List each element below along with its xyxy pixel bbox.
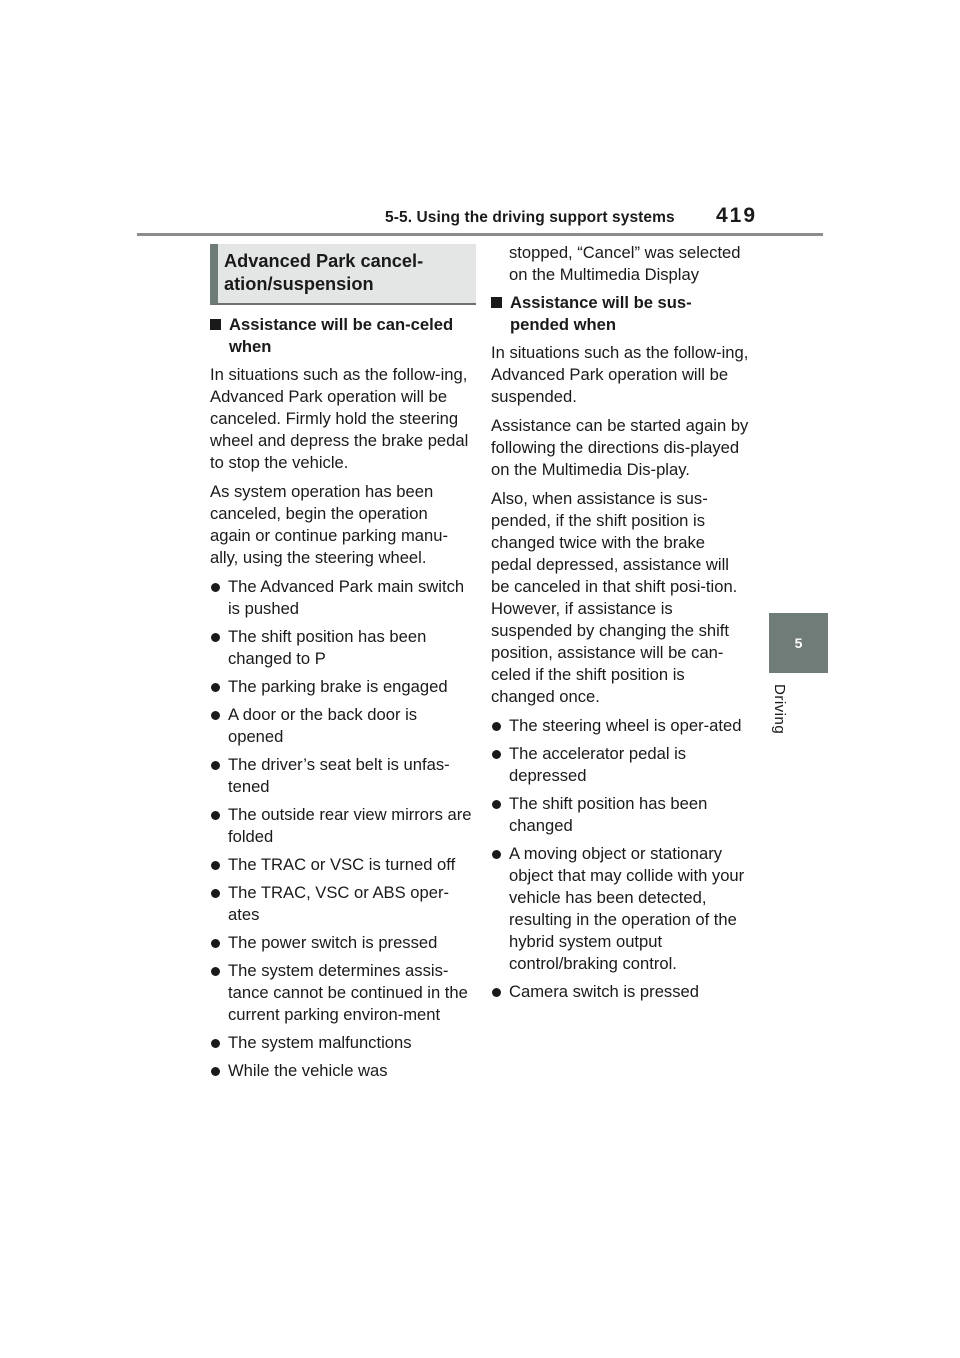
list-item xyxy=(210,676,472,698)
list-item-text: The accelerator pedal is depressed xyxy=(509,744,687,785)
subheading-text: Assistance will be can-celed when xyxy=(229,315,454,356)
list-item xyxy=(210,704,472,748)
list-item-text: The shift position has been changed xyxy=(509,794,708,835)
list-item-text: The system determines assis-tance cannot be continued in the current parking environ-ment xyxy=(228,961,468,1024)
list-item xyxy=(210,882,472,926)
list-item-text: The power switch is pressed xyxy=(228,933,438,952)
bullet-icon xyxy=(211,939,220,948)
list-item-text: The system malfunctions xyxy=(228,1033,412,1052)
bullet-icon xyxy=(211,861,220,870)
list-item-text: The Advanced Park main switch is pushed xyxy=(228,577,465,618)
bullet-icon xyxy=(211,889,220,898)
paragraph: As system operation has been canceled, begin the operation again or continue parking manu-ally, using the steering wheel. xyxy=(210,482,448,567)
bullet-icon xyxy=(211,711,220,720)
list-item xyxy=(210,626,472,670)
paragraph: In situations such as the follow-ing, Advanced Park operation will be canceled. Firmly hold the steering wheel and depress the brake pedal to stop the vehicle. xyxy=(210,365,469,472)
list-item-text: The shift position has been changed to P xyxy=(228,627,427,668)
bullet-icon xyxy=(211,761,220,770)
list-item xyxy=(491,715,749,737)
right-column xyxy=(491,242,749,1009)
chapter-tab xyxy=(769,613,828,673)
bullet-icon xyxy=(492,850,501,859)
list-item xyxy=(491,981,749,1003)
square-bullet-icon xyxy=(210,319,221,330)
bullet-icon xyxy=(492,722,501,731)
list-item-text: The TRAC or VSC is turned off xyxy=(228,855,456,874)
list-item xyxy=(210,1032,472,1054)
square-bullet-icon xyxy=(491,297,502,308)
subheading-suspended xyxy=(491,292,749,336)
list-item xyxy=(210,576,472,620)
section-heading-box: Advanced Park cancel-ation/suspension xyxy=(210,244,476,305)
bullet-icon xyxy=(492,988,501,997)
bullet-icon xyxy=(211,1067,220,1076)
subheading-canceled xyxy=(210,314,472,358)
list-item xyxy=(210,854,472,876)
bullet-icon xyxy=(492,800,501,809)
list-item-text: The outside rear view mirrors are folded xyxy=(228,805,472,846)
bullet-icon xyxy=(211,967,220,976)
left-column xyxy=(210,244,472,1088)
list-item xyxy=(491,843,749,975)
chapter-number: 5 xyxy=(794,635,803,651)
list-item-text: A moving object or stationary object that may collide with your vehicle has been detected, resulting in the operation of the hybrid system output control/braking control. xyxy=(509,844,745,973)
list-item-text: While the vehicle was xyxy=(228,1061,388,1080)
chapter-label: Driving xyxy=(771,684,788,735)
paragraph: In situations such as the follow-ing, Advanced Park operation will be suspended. xyxy=(491,343,749,406)
header-divider xyxy=(137,233,823,236)
bullet-icon xyxy=(492,750,501,759)
bullet-icon xyxy=(211,583,220,592)
bullet-icon xyxy=(211,811,220,820)
list-item xyxy=(210,804,472,848)
list-item-text: Camera switch is pressed xyxy=(509,982,699,1001)
page-number: 419 xyxy=(716,204,758,227)
list-item-text: The TRAC, VSC or ABS oper-ates xyxy=(228,883,450,924)
bullet-icon xyxy=(211,683,220,692)
list-item xyxy=(491,743,749,787)
list-item xyxy=(210,754,472,798)
list-item-text: The parking brake is engaged xyxy=(228,677,448,696)
list-item xyxy=(210,1060,472,1082)
bullet-icon xyxy=(211,633,220,642)
list-item-text: A door or the back door is opened xyxy=(228,705,418,746)
list-item-text: The driver’s seat belt is unfas-tened xyxy=(228,755,450,796)
list-item xyxy=(491,793,749,837)
subheading-text: Assistance will be sus-pended when xyxy=(510,293,692,334)
paragraph: Also, when assistance is sus-pended, if the shift position is changed twice with the brake pedal depressed, assistance will be canceled in that shift posi-tion. However, if assistance is suspended by changing the shift position, assistance will be can-celed if the shift position is changed once. xyxy=(491,489,738,706)
bullet-icon xyxy=(211,1039,220,1048)
list-item-continuation: stopped, “Cancel” was selected on the Multimedia Display xyxy=(509,243,741,284)
paragraph: Assistance can be started again by following the directions dis-played on the Multimedia Dis-play. xyxy=(491,416,749,479)
list-item xyxy=(210,960,472,1026)
section-title: 5-5. Using the driving support systems xyxy=(385,209,675,226)
list-item-text: The steering wheel is oper-ated xyxy=(509,716,742,735)
list-item xyxy=(210,932,472,954)
